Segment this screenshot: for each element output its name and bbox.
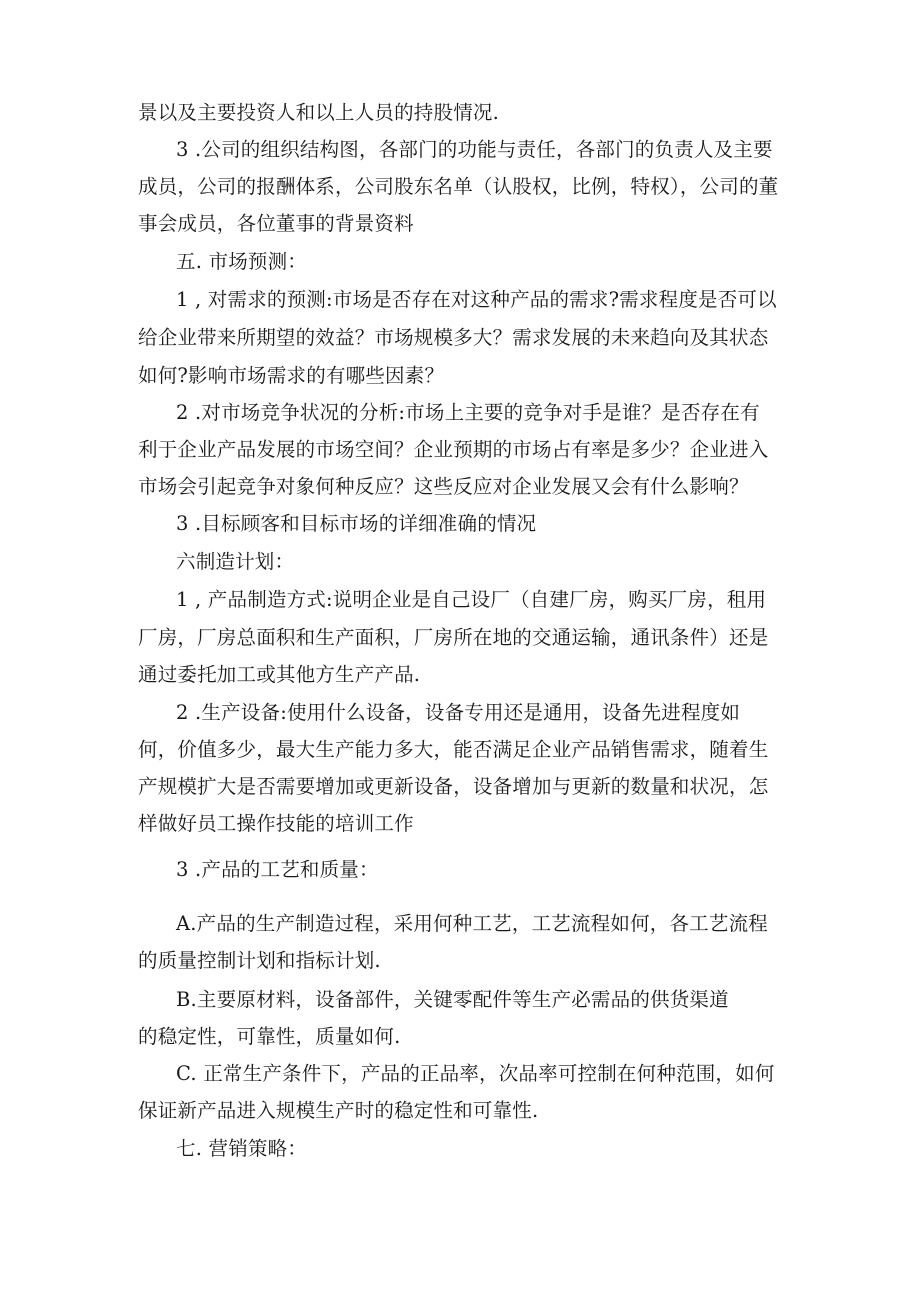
- text-line: A.产品的生产制造过程，采用何种工艺，工艺流程如何，各工艺流程: [176, 912, 768, 935]
- section-heading: 五. 市场预测：: [176, 250, 307, 273]
- text-line: 市场会引起竞争对象何种反应？这些反应对企业发展又会有什么影响？: [138, 475, 749, 498]
- section-heading: 六制造计划：: [176, 550, 295, 573]
- text-line: 3 .产品的工艺和质量：: [176, 858, 379, 881]
- text-line: 景以及主要投资人和以上人员的持股情况.: [138, 101, 499, 124]
- text-line: 事会成员，各位董事的背景资料: [138, 212, 414, 235]
- text-line: 通过委托加工或其他方生产产品.: [138, 663, 421, 686]
- text-line: 的质量控制计划和指标计划.: [138, 949, 381, 972]
- text-line: 产规模扩大是否需要增加或更新设备，设备增加与更新的数量和状况，怎: [138, 775, 769, 798]
- text-line: 3 .公司的组织结构图，各部门的功能与责任，各部门的负责人及主要: [176, 138, 773, 161]
- section-heading: 七. 营销策略：: [176, 1137, 307, 1160]
- text-line: C. 正常生产条件下，产品的正品率，次品率可控制在何种范围，如何: [176, 1062, 775, 1085]
- text-line: 成员，公司的报酬体系，公司股东名单（认股权，比例，特权），公司的董: [138, 175, 779, 198]
- text-line: 2 .生产设备:使用什么设备，设备专用还是通用，设备先进程度如: [176, 701, 741, 724]
- text-line: 2 .对市场竞争状况的分析:市场上主要的竞争对手是谁？是否存在有: [176, 401, 760, 424]
- text-line: 样做好员工操作技能的培训工作: [138, 812, 414, 835]
- text-line: 3 .目标顾客和目标市场的详细准确的情况: [176, 512, 537, 535]
- text-line: 给企业带来所期望的效益？市场规模多大？需求发展的未来趋向及其状态: [138, 326, 769, 349]
- text-line: B.主要原材料，设备部件，关键零配件等生产必需品的供货渠道: [176, 988, 729, 1011]
- text-line: 保证新产品进入规模生产时的稳定性和可靠性.: [138, 1099, 539, 1122]
- text-line: 如何?影响市场需求的有哪些因素？: [138, 364, 445, 387]
- text-line: 1 , 产品制造方式:说明企业是自己设厂（自建厂房，购买厂房，租用: [176, 588, 767, 611]
- text-line: 何，价值多少，最大生产能力多大，能否满足企业产品销售需求，随着生: [138, 738, 769, 761]
- text-line: 1 , 对需求的预测:市场是否存在对这种产品的需求?需求程度是否可以: [176, 288, 777, 311]
- text-line: 的稳定性，可靠性，质量如何.: [138, 1025, 401, 1048]
- text-line: 利于企业产品发展的市场空间？企业预期的市场占有率是多少？企业进入: [138, 438, 769, 461]
- text-line: 厂房，厂房总面积和生产面积，厂房所在地的交通运输，通讯条件）还是: [138, 626, 769, 649]
